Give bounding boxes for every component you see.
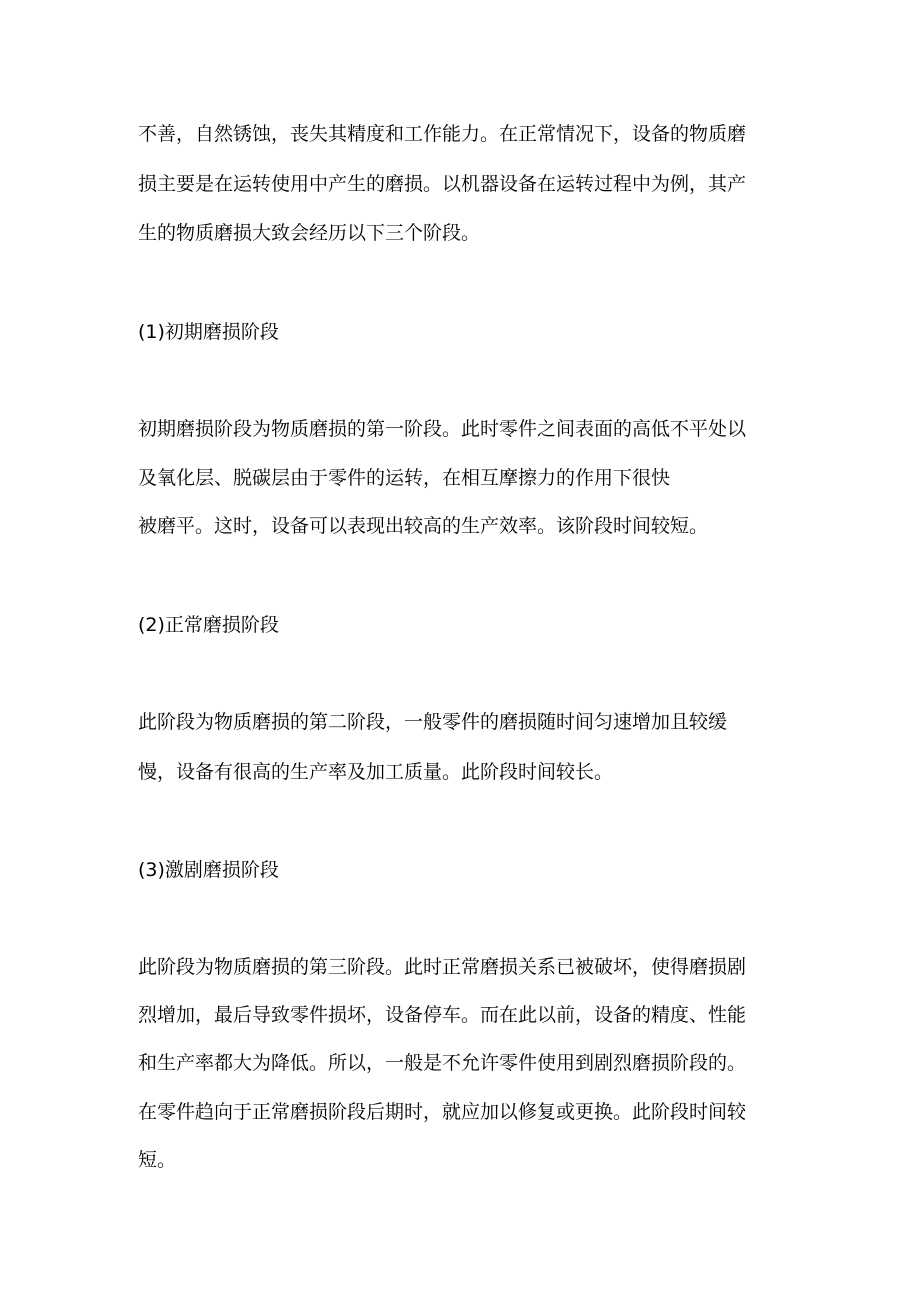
stage3-line-4: 在零件趋向于正常磨损阶段后期时，就应加以修复或更换。此阶段时间较 (138, 1101, 747, 1123)
intro-line-3: 生的物质磨损大致会经历以下三个阶段。 (138, 222, 481, 244)
stage2-heading: (2)正常磨损阶段 (138, 614, 279, 636)
stage1-line-1: 初期磨损阶段为物质磨损的第一阶段。此时零件之间表面的高低不平处以 (138, 418, 747, 440)
stage2-line-1: 此阶段为物质磨损的第二阶段，一般零件的磨损随时间匀速增加且较缓 (138, 711, 728, 733)
stage3-line-3: 和生产率都大为降低。所以，一般是不允许零件使用到剧烈磨损阶段的。 (138, 1052, 747, 1074)
stage3-line-5: 短。 (138, 1149, 177, 1171)
stage1-line-2: 及氧化层、脱碳层由于零件的运转，在相互摩擦力的作用下很快 (138, 467, 671, 489)
stage1-heading: (1)初期磨损阶段 (138, 321, 279, 343)
intro-line-2: 损主要是在运转使用中产生的磨损。以机器设备在运转过程中为例，其产 (138, 173, 747, 195)
intro-line-1: 不善，自然锈蚀，丧失其精度和工作能力。在正常情况下，设备的物质磨 (138, 123, 747, 145)
stage2-line-2: 慢，设备有很高的生产率及加工质量。此阶段时间较长。 (138, 761, 614, 783)
stage3-line-2: 烈增加，最后导致零件损坏，设备停车。而在此以前，设备的精度、性能 (138, 1004, 747, 1026)
stage1-line-3: 被磨平。这时，设备可以表现出较高的生产效率。该阶段时间较短。 (138, 515, 709, 537)
stage3-heading: (3)激剧磨损阶段 (138, 859, 279, 881)
stage3-line-1: 此阶段为物质磨损的第三阶段。此时正常磨损关系已被破坏，使得磨损剧 (138, 956, 747, 978)
